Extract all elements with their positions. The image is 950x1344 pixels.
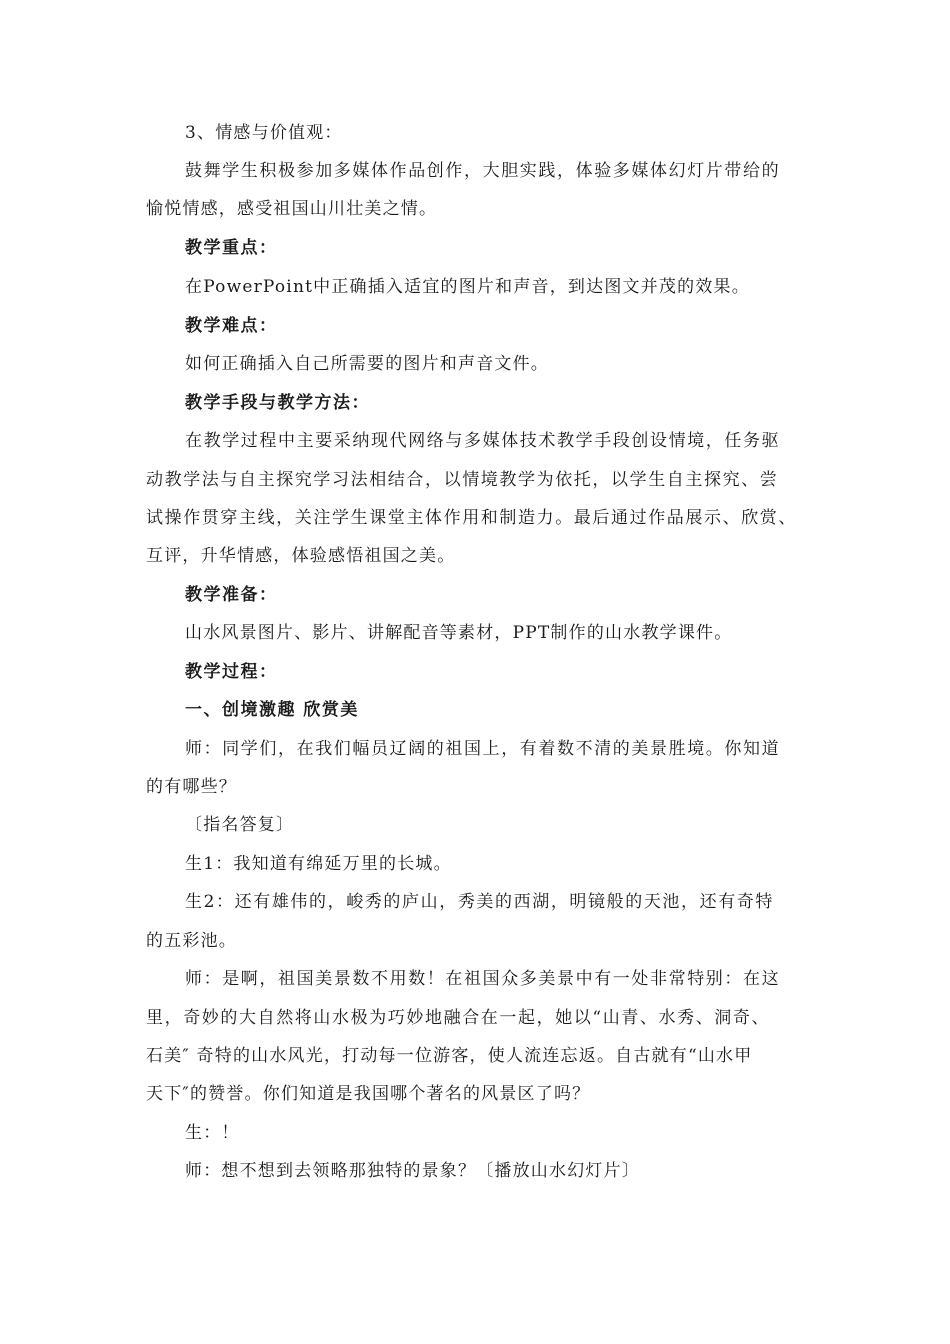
paragraph-line: 里，奇妙的大自然将山水极为巧妙地融合在一起，她以“山青、水秀、洞奇、 [146, 1008, 771, 1028]
heading-teaching-focus: 教学重点： [185, 238, 278, 258]
paragraph-line: 的有哪些？ [146, 777, 237, 797]
paragraph-line: 石美″ 奇特的山水风光，打动每一位游客，使人流连忘返。自古就有“山水甲 [146, 1046, 753, 1066]
paragraph-line: 的五彩池。 [146, 931, 237, 951]
paragraph-line: 愉悦情感，感受祖国山川壮美之情。 [146, 199, 438, 219]
paragraph-line: 互评，升华情感，体验感悟祖国之美。 [146, 546, 456, 566]
paragraph-line: 师：想不想到去领略那独特的景象？〔播放山水幻灯片〕 [185, 1161, 640, 1181]
paragraph-line: 〔指名答复〕 [185, 815, 295, 835]
paragraph-line: 生2：还有雄伟的，峻秀的庐山，秀美的西湖，明镜般的天池，还有奇特 [185, 892, 775, 912]
paragraph-line: 山水风景图片、影片、讲解配音等素材，PPT制作的山水教学课件。 [185, 623, 733, 643]
paragraph-line: 师：同学们，在我们幅员辽阔的祖国上，有着数不清的美景胜境。你知道 [185, 739, 781, 759]
paragraph-line: 天下″的赞誉。你们知道是我国哪个著名的风景区了吗？ [146, 1084, 591, 1104]
heading-emotion-values: 3、情感与价值观： [185, 123, 343, 143]
heading-teaching-process: 教学过程： [185, 662, 278, 682]
paragraph-line: 在PowerPoint中正确插入适宜的图片和声音，到达图文并茂的效果。 [185, 277, 750, 297]
paragraph-line: 生：！ [185, 1123, 240, 1143]
paragraph-line: 师：是啊，祖国美景数不用数！在祖国众多美景中有一处非常特别：在这 [185, 969, 781, 989]
heading-section-one: 一、创境激趣 欣赏美 [185, 700, 359, 720]
paragraph-line: 生1：我知道有绵延万里的长城。 [185, 854, 452, 874]
paragraph-line: 如何正确插入自己所需要的图片和声音文件。 [185, 354, 549, 374]
heading-teaching-preparation: 教学准备： [185, 585, 278, 605]
paragraph-line: 试操作贯穿主线，关注学生课堂主体作用和制造力。最后通过作品展示、欣赏、 [146, 508, 797, 528]
paragraph-line: 动教学法与自主探究学习法相结合，以情境教学为依托，以学生自主探究、尝 [146, 470, 779, 490]
heading-teaching-methods: 教学手段与教学方法： [185, 393, 370, 413]
heading-teaching-difficulty: 教学难点： [185, 316, 278, 336]
paragraph-line: 在教学过程中主要采纳现代网络与多媒体技术教学手段创设情境，任务驱 [185, 431, 781, 451]
paragraph-line: 鼓舞学生积极参加多媒体作品创作，大胆实践，体验多媒体幻灯片带给的 [185, 161, 781, 181]
